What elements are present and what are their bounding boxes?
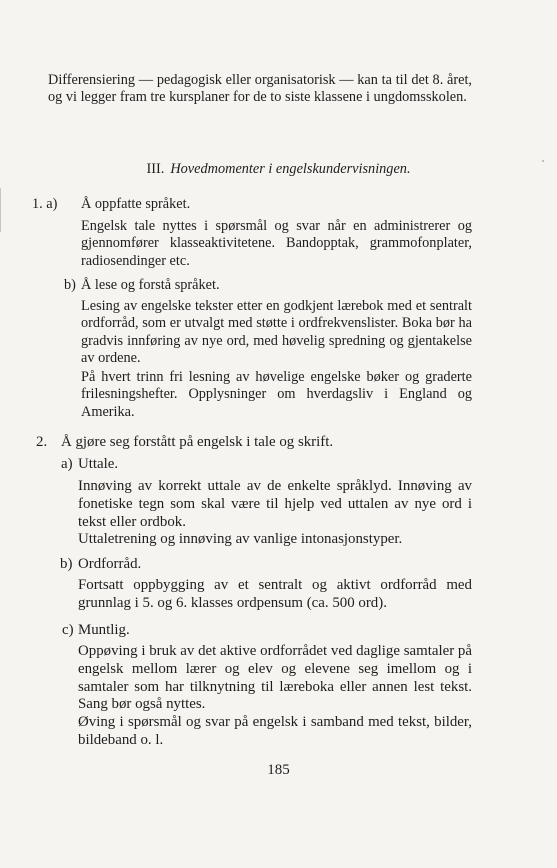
item-2c-text-1: Oppøving i bruk av det aktive ordforrådet ved daglige samtaler på engelsk mellom lærer og elev og elevene seg imellom og i samtaler som har tilknytning til læreboka eller annen lest tekst. Sang bør også nyttes. [78,643,472,713]
item-2c-label: c) [62,622,74,638]
section-heading-title: Hovedmomenter i engelskundervisningen. [170,161,411,177]
item-1a-label: 1. a) [32,196,58,212]
page-number: 185 [267,762,290,778]
item-2a-text-2: Uttaletrening og innøving av vanlige intonasjonstyper. [78,531,403,547]
section-heading [0,161,557,178]
item-2b-title: Ordforråd. [78,556,142,572]
section-heading-number: III. [146,161,165,177]
item-1a-text: Engelsk tale nyttes i spørsmål og svar når en administrerer og gjennomfører klasseaktivitetene. Bandopptak, grammofonplater, radiosendinger etc. [81,218,472,269]
item-1b-text-2: På hvert trinn fri lesning av høvelige engelske bøker og graderte frilesningshefter. Opplysninger om hverdagsliv i England og Amerika. [81,369,472,420]
item-1b-label: b) [64,277,76,293]
item-2c-title: Muntlig. [78,622,130,638]
item-1a-title: Å oppfatte språket. [81,196,191,212]
item-1b-title: Å lese og forstå språket. [81,277,220,293]
item-2a-text-1: Innøving av korrekt uttale av de enkelte språklyd. Innøving av fonetiske tegn som skal være til hjelp ved uttalen av nye ord i tekst eller ordbok. [78,478,472,530]
item-2a-title: Uttale. [78,456,119,472]
item-2-title: Å gjøre seg forstått på engelsk i tale og skrift. [61,434,334,450]
item-2c-text-2: Øving i spørsmål og svar på engelsk i samband med tekst, bilder, bildeband o. l. [78,714,472,748]
item-2b-label: b) [60,556,73,572]
intro-paragraph: Differensiering — pedagogisk eller organisatorisk — kan ta til det 8. året, og vi legger fram tre kursplaner for de to siste klassene i ungdomsskolen. [48,72,472,106]
item-2-label: 2. [36,434,48,450]
item-1b-text-1: Lesing av engelske tekster etter en godkjent lærebok med et sentralt ordforråd, som er utvalgt med støtte i ordfrekvenslister. Boka bør ha gradvis innføring av nye ord, med høvelig spredning og gjentakelse av ordene. [81,298,472,367]
scan-edge-mark [0,188,1,232]
item-2a-label: a) [61,456,73,472]
item-2b-text: Fortsatt oppbygging av et sentralt og aktivt ordforråd med grunnlag i 5. og 6. klasses ordpensum (ca. 500 ord). [78,577,472,611]
